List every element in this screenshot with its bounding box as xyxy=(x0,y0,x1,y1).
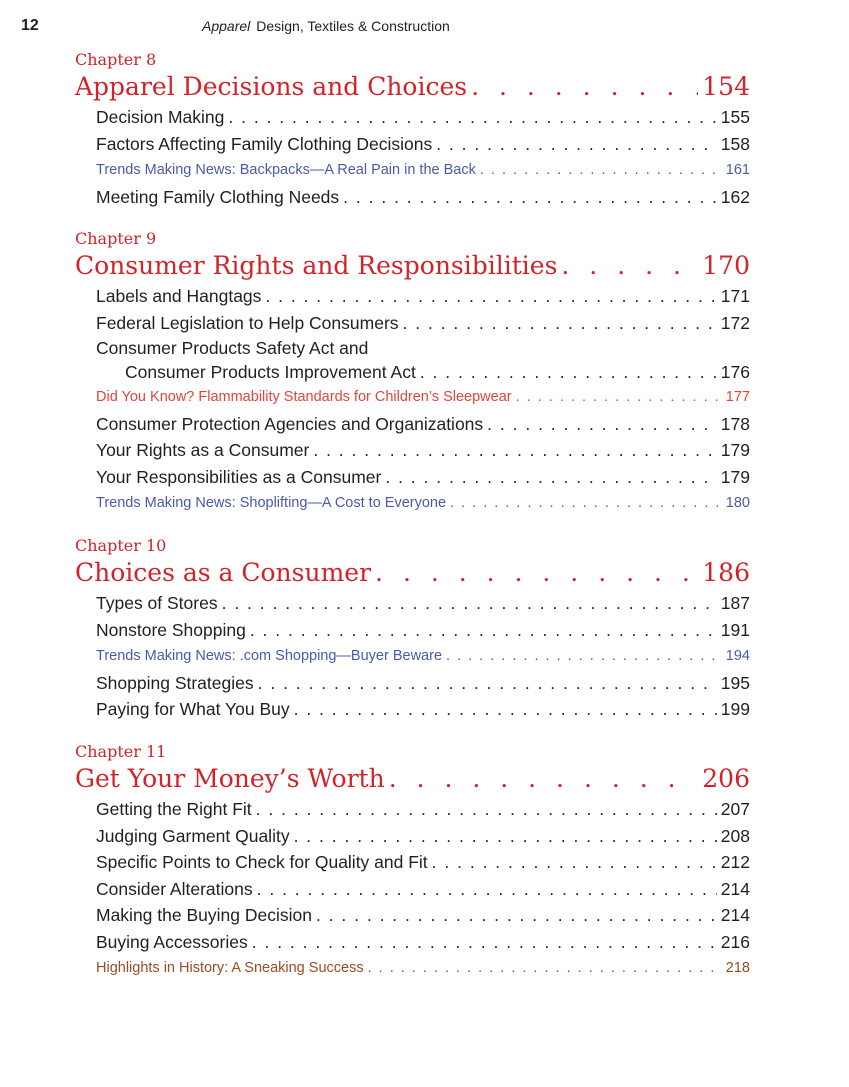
dot-leader xyxy=(265,283,716,310)
dot-leader xyxy=(436,131,717,158)
entry-page: 214 xyxy=(720,905,750,925)
entry-text: Meeting Family Clothing Needs xyxy=(96,186,340,207)
entry-page: 191 xyxy=(720,619,750,640)
entry-text: Paying for What You Buy xyxy=(96,699,290,719)
dot-leader xyxy=(257,876,717,903)
toc-entry[interactable] xyxy=(96,283,750,310)
toc-entry[interactable] xyxy=(96,464,750,491)
toc-entry[interactable] xyxy=(96,902,750,929)
dot-leader xyxy=(403,310,717,337)
entry-page: 214 xyxy=(720,878,750,899)
entry-text: Consumer Products Safety Act and xyxy=(96,338,369,358)
dot-leader xyxy=(228,104,716,131)
entry-text: Trends Making News: Shoplifting—A Cost to Everyone xyxy=(96,495,447,511)
toc-entry[interactable] xyxy=(96,384,750,411)
entry-page: 207 xyxy=(720,799,750,819)
toc-entry[interactable] xyxy=(96,617,750,644)
entry-text: Highlights in History: A Sneaking Success xyxy=(96,960,364,976)
entry-page: 155 xyxy=(720,107,750,127)
toc-entry[interactable] xyxy=(96,955,750,982)
entry-page: 177 xyxy=(725,389,750,405)
chapter-title: Apparel Decisions and Choices xyxy=(75,72,468,101)
chapter-label: Chapter 11 xyxy=(75,742,167,761)
entry-page: 187 xyxy=(720,593,750,613)
entry-text: Labels and Hangtags xyxy=(96,286,262,306)
entry-page: 171 xyxy=(720,286,750,306)
running-header xyxy=(0,17,849,37)
entry-text: Federal Legislation to Help Consumers xyxy=(96,312,399,333)
book-title xyxy=(202,18,450,34)
toc-entry[interactable] xyxy=(96,590,750,617)
entry-page: 218 xyxy=(725,960,750,976)
chapter-label: Chapter 10 xyxy=(75,536,167,555)
chapter-label: Chapter 9 xyxy=(75,229,157,248)
chapter-page: 186 xyxy=(702,558,750,587)
dot-leader xyxy=(516,384,722,411)
chapter-title-row[interactable] xyxy=(75,70,750,104)
dot-leader xyxy=(222,590,717,617)
dot-leader xyxy=(389,762,699,796)
entry-page: 172 xyxy=(720,312,750,333)
chapter-title: Choices as a Consumer xyxy=(75,558,372,587)
book-title-italic: Apparel xyxy=(202,18,251,34)
entry-text: Your Rights as a Consumer xyxy=(96,440,310,460)
entry-text: Decision Making xyxy=(96,107,225,127)
toc-entry[interactable] xyxy=(96,490,750,517)
entry-page: 178 xyxy=(720,413,750,434)
toc-entry[interactable] xyxy=(96,310,750,337)
chapter-label: Chapter 8 xyxy=(75,50,157,69)
entry-page: 179 xyxy=(720,440,750,460)
entry-text: Nonstore Shopping xyxy=(96,619,246,640)
dot-leader xyxy=(375,556,698,590)
entry-text: Getting the Right Fit xyxy=(96,799,252,819)
chapter-title: Consumer Rights and Responsibilities xyxy=(75,251,558,280)
dot-leader xyxy=(446,643,722,670)
entry-page: 208 xyxy=(720,825,750,846)
entry-page: 179 xyxy=(720,466,750,487)
chapter-page: 206 xyxy=(702,764,750,793)
chapter-section xyxy=(75,50,750,210)
page-number: 12 xyxy=(21,17,39,34)
dot-leader xyxy=(385,464,716,491)
dot-leader xyxy=(256,796,717,823)
entry-text: Factors Affecting Family Clothing Decisions xyxy=(96,133,433,154)
entry-page: 216 xyxy=(720,931,750,952)
toc-entry[interactable] xyxy=(96,336,750,384)
chapter-title-row[interactable] xyxy=(75,249,750,283)
chapter-title: Get Your Money’s Worth xyxy=(75,764,385,793)
toc-entry[interactable] xyxy=(96,849,750,876)
chapter-title-row[interactable] xyxy=(75,762,750,796)
dot-leader xyxy=(313,437,716,464)
entry-text: Consumer Protection Agencies and Organizations xyxy=(96,413,484,434)
dot-leader xyxy=(420,360,717,384)
toc-entry[interactable] xyxy=(96,823,750,850)
entry-page: 176 xyxy=(720,362,750,382)
dot-leader xyxy=(450,490,722,517)
entry-text: Types of Stores xyxy=(96,593,218,613)
entry-page: 212 xyxy=(720,852,750,872)
toc-entry[interactable] xyxy=(96,184,750,211)
entry-page: 161 xyxy=(725,162,750,178)
entry-page: 162 xyxy=(720,186,750,207)
toc-entry[interactable] xyxy=(96,929,750,956)
entry-text: Trends Making News: Backpacks—A Real Pain in the Back xyxy=(96,162,476,178)
dot-leader xyxy=(316,902,717,929)
entry-text: Judging Garment Quality xyxy=(96,825,290,846)
entry-text: Shopping Strategies xyxy=(96,672,254,693)
chapter-page: 154 xyxy=(702,72,750,101)
entry-page: 195 xyxy=(720,672,750,693)
entry-page: 180 xyxy=(725,495,750,511)
toc-entry[interactable] xyxy=(96,696,750,723)
entry-text: Your Responsibilities as a Consumer xyxy=(96,466,382,487)
entry-page: 199 xyxy=(720,699,750,719)
entry-text: Making the Buying Decision xyxy=(96,905,312,925)
dot-leader xyxy=(432,849,717,876)
toc-entry[interactable] xyxy=(96,876,750,903)
entry-text: Specific Points to Check for Quality and Fit xyxy=(96,852,428,872)
entry-text: Consider Alterations xyxy=(96,878,253,899)
dot-leader xyxy=(480,157,722,184)
toc-entry[interactable] xyxy=(96,437,750,464)
toc-entry[interactable] xyxy=(96,104,750,131)
entry-text: Did You Know? Flammability Standards for Children’s Sleepwear xyxy=(96,389,512,405)
dot-leader xyxy=(561,249,698,283)
chapter-page: 170 xyxy=(702,251,750,280)
entry-text: Trends Making News: .com Shopping—Buyer Beware xyxy=(96,648,443,664)
chapter-section xyxy=(75,742,750,982)
chapter-section xyxy=(75,229,750,517)
entry-text: Buying Accessories xyxy=(96,931,248,952)
chapter-title-row[interactable] xyxy=(75,556,750,590)
dot-leader xyxy=(343,184,717,211)
book-title-rest: Design, Textiles & Construction xyxy=(256,18,450,34)
dot-leader xyxy=(294,696,717,723)
dot-leader xyxy=(294,823,717,850)
toc-entry[interactable] xyxy=(96,157,750,184)
chapter-section xyxy=(75,536,750,723)
dot-leader xyxy=(368,955,722,982)
dot-leader xyxy=(252,929,717,956)
entry-page: 158 xyxy=(720,133,750,154)
toc-entry[interactable] xyxy=(96,643,750,670)
toc-entry[interactable] xyxy=(96,796,750,823)
entry-page: 194 xyxy=(725,648,750,664)
toc-entry[interactable] xyxy=(96,131,750,158)
dot-leader xyxy=(258,670,717,697)
toc-entry[interactable] xyxy=(96,411,750,438)
dot-leader xyxy=(471,70,698,104)
dot-leader xyxy=(487,411,717,438)
toc-entry[interactable] xyxy=(96,670,750,697)
dot-leader xyxy=(250,617,717,644)
entry-text-cont: Consumer Products Improvement Act xyxy=(125,362,416,382)
